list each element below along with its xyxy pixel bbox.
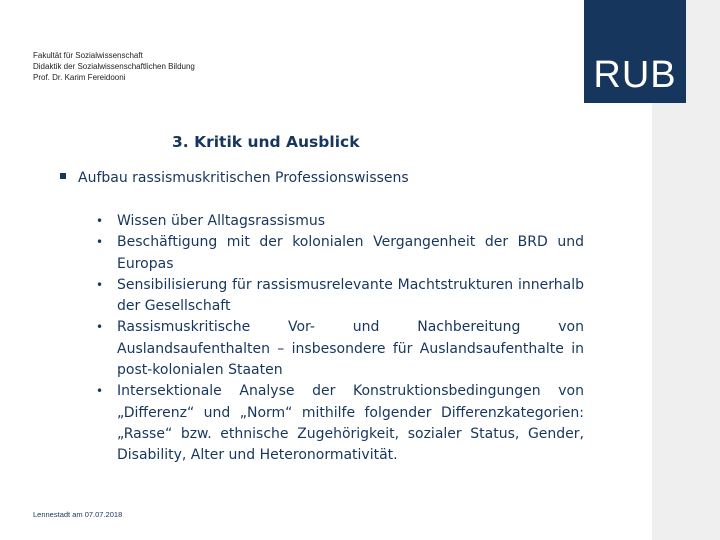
sub-bullet-list <box>96 211 584 467</box>
list-item-text: Wissen über Alltagsrassismus <box>117 213 326 229</box>
list-item <box>96 232 584 275</box>
list-item <box>96 275 584 318</box>
list-item-text: Intersektionale Analyse der Konstruktionsbedingungen von „Differenz“ und „Norm“ mithilfe folgender Differenzkategorien: „Rasse“ bzw. ethnische Zugehörigkeit, sozialer Status, Gender, Disability, Alter und Heteronormativität. <box>117 383 584 464</box>
bullet-dot-icon: • <box>96 384 104 399</box>
list-item <box>96 211 584 232</box>
list-item <box>96 381 584 466</box>
square-bullet-icon <box>60 173 66 179</box>
bullet-dot-icon: • <box>96 277 104 292</box>
bullet-dot-icon: • <box>96 320 104 335</box>
list-item-text: Beschäftigung mit der kolonialen Vergangenheit der BRD und Europas <box>117 234 584 272</box>
header-line-faculty: Fakultät für Sozialwissenschaft <box>33 51 143 60</box>
list-item-text: Sensibilisierung für rassismusrelevante Machtstrukturen innerhalb der Gesellschaft <box>117 276 584 315</box>
header-line-department: Didaktik der Sozialwissenschaftlichen Bildung <box>33 62 195 71</box>
bullet-dot-icon: • <box>96 235 104 250</box>
header-line-professor: Prof. Dr. Karim Fereidooni <box>33 73 126 82</box>
list-item <box>96 317 584 381</box>
main-bullet <box>60 170 409 186</box>
slide-title: 3. Kritik und Ausblick <box>172 133 360 151</box>
rub-logo <box>584 0 686 103</box>
list-item-text: Rassismuskritische Vor- und Nachbereitung von Auslandsaufenthalten – insbesondere für Auslandsaufenthalte in post-kolonialen Staaten <box>117 319 584 379</box>
logo-text: RUB <box>593 54 677 96</box>
header-block <box>33 50 195 83</box>
main-bullet-text: Aufbau rassismuskritischen Professionswissens <box>78 170 409 186</box>
footer-location-date: Lennestadt am 07.07.2018 <box>33 510 123 519</box>
bullet-dot-icon: • <box>96 214 104 228</box>
